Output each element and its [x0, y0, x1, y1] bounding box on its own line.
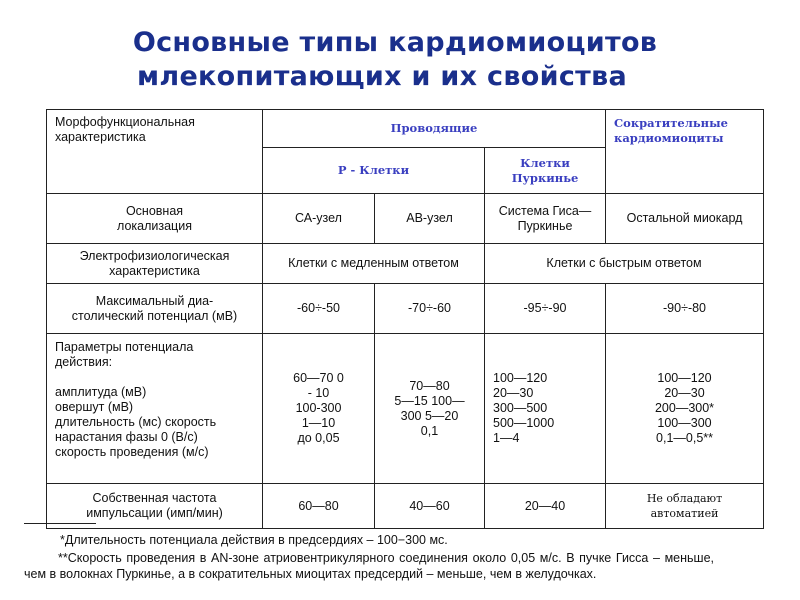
table-row: [47, 334, 764, 484]
page-title-line-2: млекопитающих и их свойства: [137, 61, 627, 92]
cell-localization-sa: СА-узел: [263, 194, 375, 244]
table-row: [47, 284, 764, 334]
row-label-localization: Основная локализация: [47, 194, 263, 244]
header-p-cells: Р - Клетки: [263, 148, 485, 194]
cell-max-potential-sa: -60÷-50: [263, 284, 375, 334]
cell-frequency-myo: Не обладают автоматией: [606, 484, 764, 529]
table-row: [47, 244, 764, 284]
table-row: [47, 484, 764, 529]
footnote-2: **Скорость проведения в AN-зоне атриовентрикулярного соединения около 0,05 м/с. В пучке Гисса – меньше, чем в волокнах Пуркинье, а в сократительных миоцитах предсердий – меньше, чем в желудочках.: [24, 551, 714, 581]
row-label-frequency: Собственная частота импульсации (имп/мин): [47, 484, 263, 529]
row-label-max-potential: Максимальный диа- столический потенциал (мВ): [47, 284, 263, 334]
cardiomyocyte-table: [46, 109, 764, 529]
table-row: [47, 194, 764, 244]
header-contractile: Сократительные кардиомиоциты: [606, 110, 764, 194]
cell-frequency-sa: 60—80: [263, 484, 375, 529]
cell-params-av: 70—80 5—15 100— 300 5—20 0,1: [375, 334, 485, 484]
footnote-1: *Длительность потенциала действия в предсердиях – 100−300 мс.: [60, 533, 448, 547]
cell-localization-myo: Остальной миокард: [606, 194, 764, 244]
cell-localization-his: Система Гиса— Пуркинье: [485, 194, 606, 244]
row-label-params: Параметры потенциала действия: амплитуда (мВ) овершут (мВ) длительность (мс) скорость нарастания фазы 0 (В/с) скорость проведения (м/с): [47, 334, 263, 484]
cell-frequency-av: 40—60: [375, 484, 485, 529]
table-header-row-1: [47, 110, 764, 148]
footnote-divider: [24, 523, 96, 524]
page-title-line-1: Основные типы кардиомиоцитов: [132, 27, 658, 58]
cell-max-potential-myo: -90÷-80: [606, 284, 764, 334]
cell-localization-av: АВ-узел: [375, 194, 485, 244]
header-purkinje: Клетки Пуркинье: [485, 148, 606, 194]
cell-electro-fast: Клетки с быстрым ответом: [485, 244, 764, 284]
cell-max-potential-av: -70÷-60: [375, 284, 485, 334]
cell-params-myo: 100—120 20—30 200—300* 100—300 0,1—0,5**: [606, 334, 764, 484]
cell-electro-slow: Клетки с медленным ответом: [263, 244, 485, 284]
header-morph: Морфофункциональная характеристика: [47, 110, 263, 194]
cell-params-sa: 60—70 0 - 10 100-300 1—10 до 0,05: [263, 334, 375, 484]
header-conducting: Проводящие: [263, 110, 606, 148]
cell-max-potential-his: -95÷-90: [485, 284, 606, 334]
cell-frequency-his: 20—40: [485, 484, 606, 529]
row-label-electro: Электрофизиологическая характеристика: [47, 244, 263, 284]
cell-params-his: 100—120 20—30 300—500 500—1000 1—4: [485, 334, 606, 484]
